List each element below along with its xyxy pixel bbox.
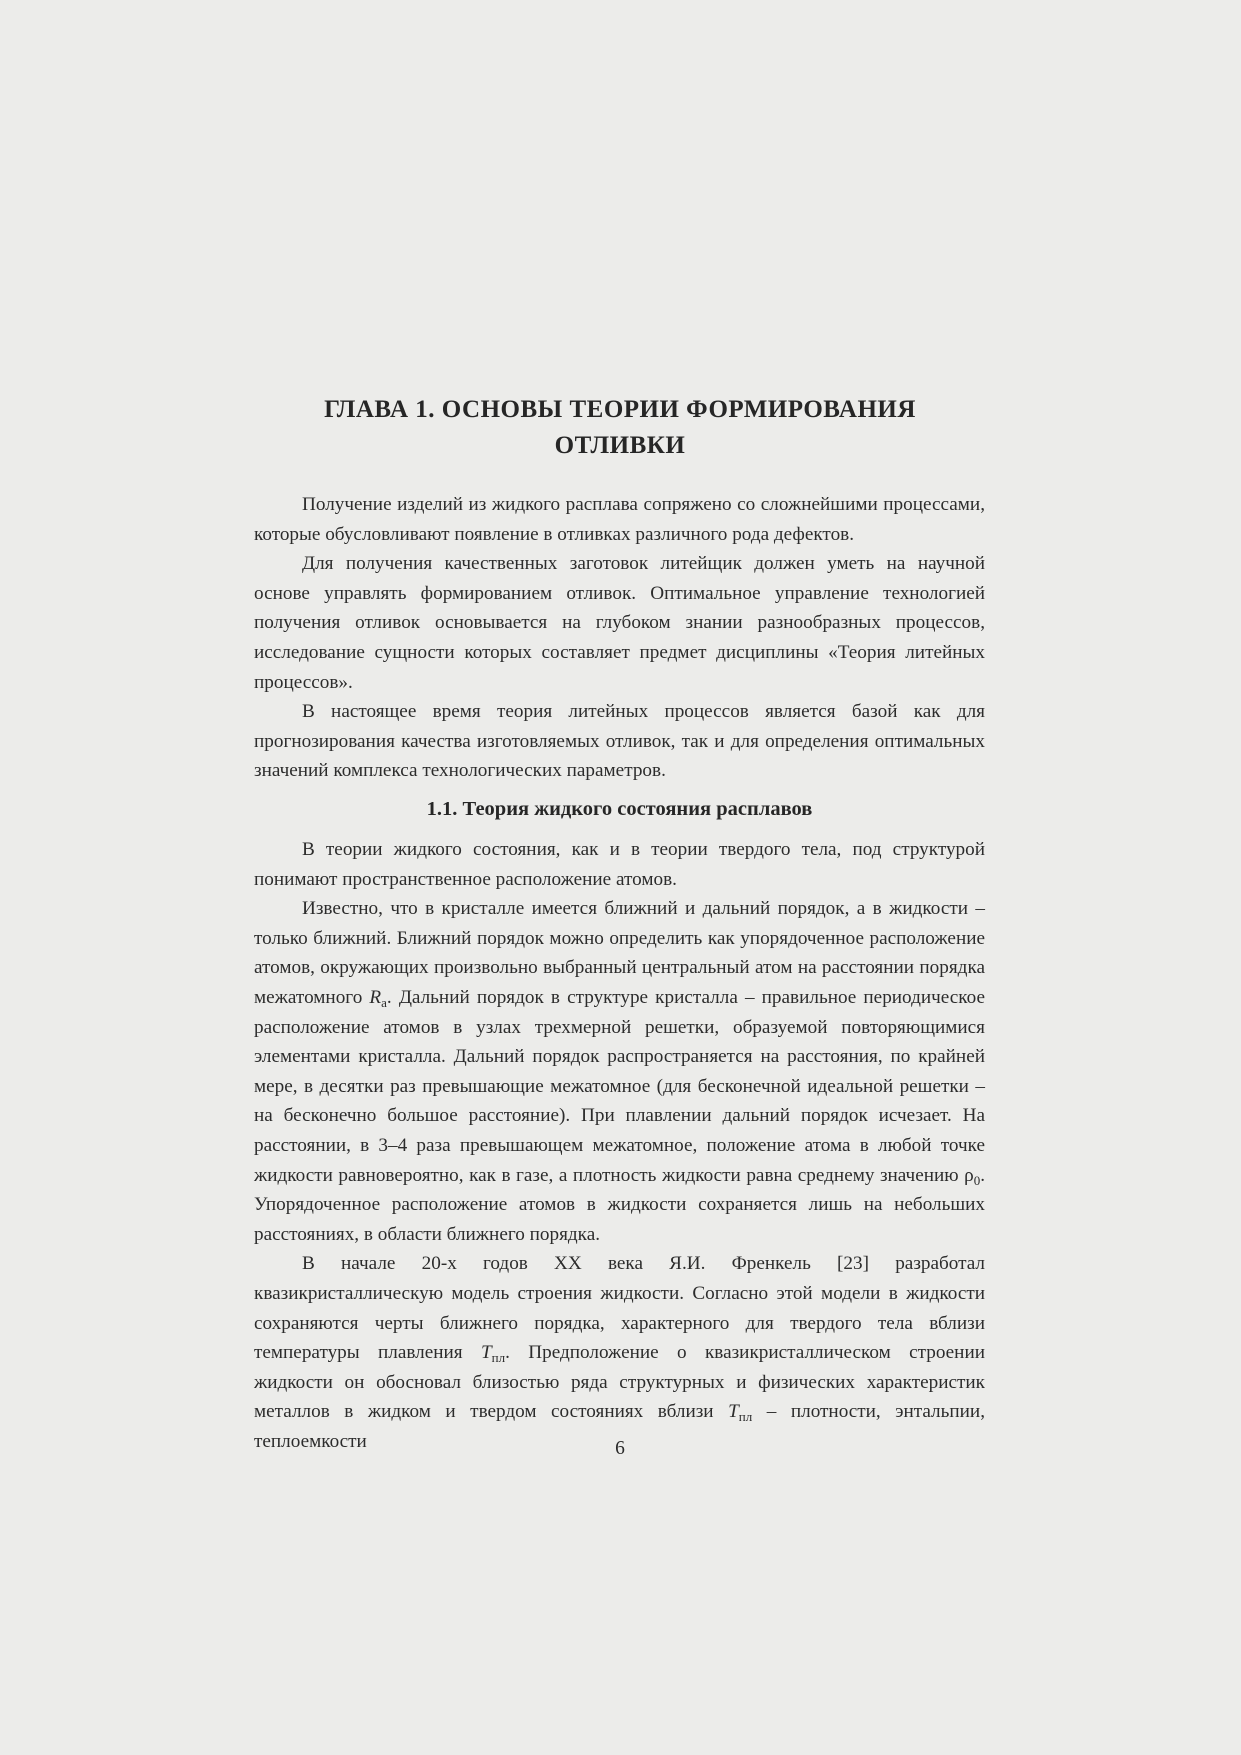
symbol-rho: ρ bbox=[964, 1164, 974, 1186]
section-paragraph-2 bbox=[254, 894, 985, 1249]
symbol-t: T bbox=[728, 1401, 739, 1423]
section-paragraph-3 bbox=[254, 1249, 985, 1456]
paragraph-text: . Дальний порядок в структуре кристалла – правильное периодическое расположение атомов в узлах трехмерной решетки, образуемой повторяющимися элементами кристалла. Дальний порядок распространяется на расстояния, по крайней мере, в десятки раз превышающие межатомное (для бесконечной идеальной решетки – на бесконечно большое расстояние). При плавлении дальний порядок исчезает. На расстоянии, в 3–4 раза превышающем межатомное, положение атома в любой точке жидкости равновероятно, как в газе, а плотность жидкости равна среднему значению bbox=[254, 986, 985, 1186]
paragraph-text: Известно, что в кристалле имеется ближний и дальний порядок, а в жидкости – только ближний. Ближний порядок можно определить как упорядоченное расположение атомов, окружающих произвольно выбранный центральный атом на расстоянии порядка межатомного bbox=[254, 898, 985, 1008]
subscript-a: а bbox=[381, 994, 387, 1010]
intro-paragraph-1: Получение изделий из жидкого расплава сопряжено со сложнейшими процессами, которые обусловливают появление в отливках различного рода дефектов. bbox=[254, 494, 985, 545]
paragraph-text: – плотности, энтальпии, теплоемкости bbox=[254, 1401, 985, 1452]
subscript-pl: пл bbox=[738, 1409, 753, 1425]
chapter-title-line-2: ОТЛИВКИ bbox=[554, 432, 686, 459]
paragraph-text: В начале 20-х годов XX века Я.И. Френкель [23] разработал квазикристаллическую модель строения жидкости. Согласно этой модели в жидкости сохраняются черты ближнего порядка, характерного для твердого тела вблизи температуры плавления bbox=[254, 1253, 985, 1364]
symbol-t: T bbox=[481, 1342, 492, 1364]
paragraph-text: . Предположение о квазикристаллическом строении жидкости он обосновал близостью ряда структурных и физических характеристик металлов в жидком и твердом состояниях вблизи bbox=[254, 1342, 985, 1423]
page-number: 6 bbox=[615, 1438, 625, 1459]
subscript-zero: 0 bbox=[973, 1172, 981, 1188]
section-paragraph-1: В теории жидкого состояния, как и в теории твердого тела, под структурой понимают пространственное расположение атомов. bbox=[254, 839, 985, 890]
chapter-title-line-1: ГЛАВА 1. ОСНОВЫ ТЕОРИИ ФОРМИРОВАНИЯ bbox=[324, 396, 916, 423]
chapter-title bbox=[260, 392, 980, 464]
paragraph-text: . Упорядоченное расположение атомов в жидкости сохраняется лишь на небольших расстояниях, в области ближнего порядка. bbox=[254, 1164, 985, 1245]
symbol-r: R bbox=[369, 986, 382, 1008]
intro-paragraph-2: Для получения качественных заготовок литейщик должен уметь на научной основе управлять формированием отливок. Оптимальное управление технологией получения отливок основывается на глубоком знании разнообразных процессов, исследование сущности которых составляет предмет дисциплины «Теория литейных процессов». bbox=[254, 553, 985, 693]
intro-text bbox=[254, 490, 985, 786]
subscript-pl: пл bbox=[491, 1350, 506, 1366]
section-body bbox=[254, 835, 985, 1456]
intro-paragraph-3: В настоящее время теория литейных процессов является базой как для прогнозирования качества изготовляемых отливок, так и для определения оптимальных значений комплекса технологических параметров. bbox=[254, 701, 985, 782]
section-heading: 1.1. Теория жидкого состояния расплавов bbox=[426, 798, 813, 820]
